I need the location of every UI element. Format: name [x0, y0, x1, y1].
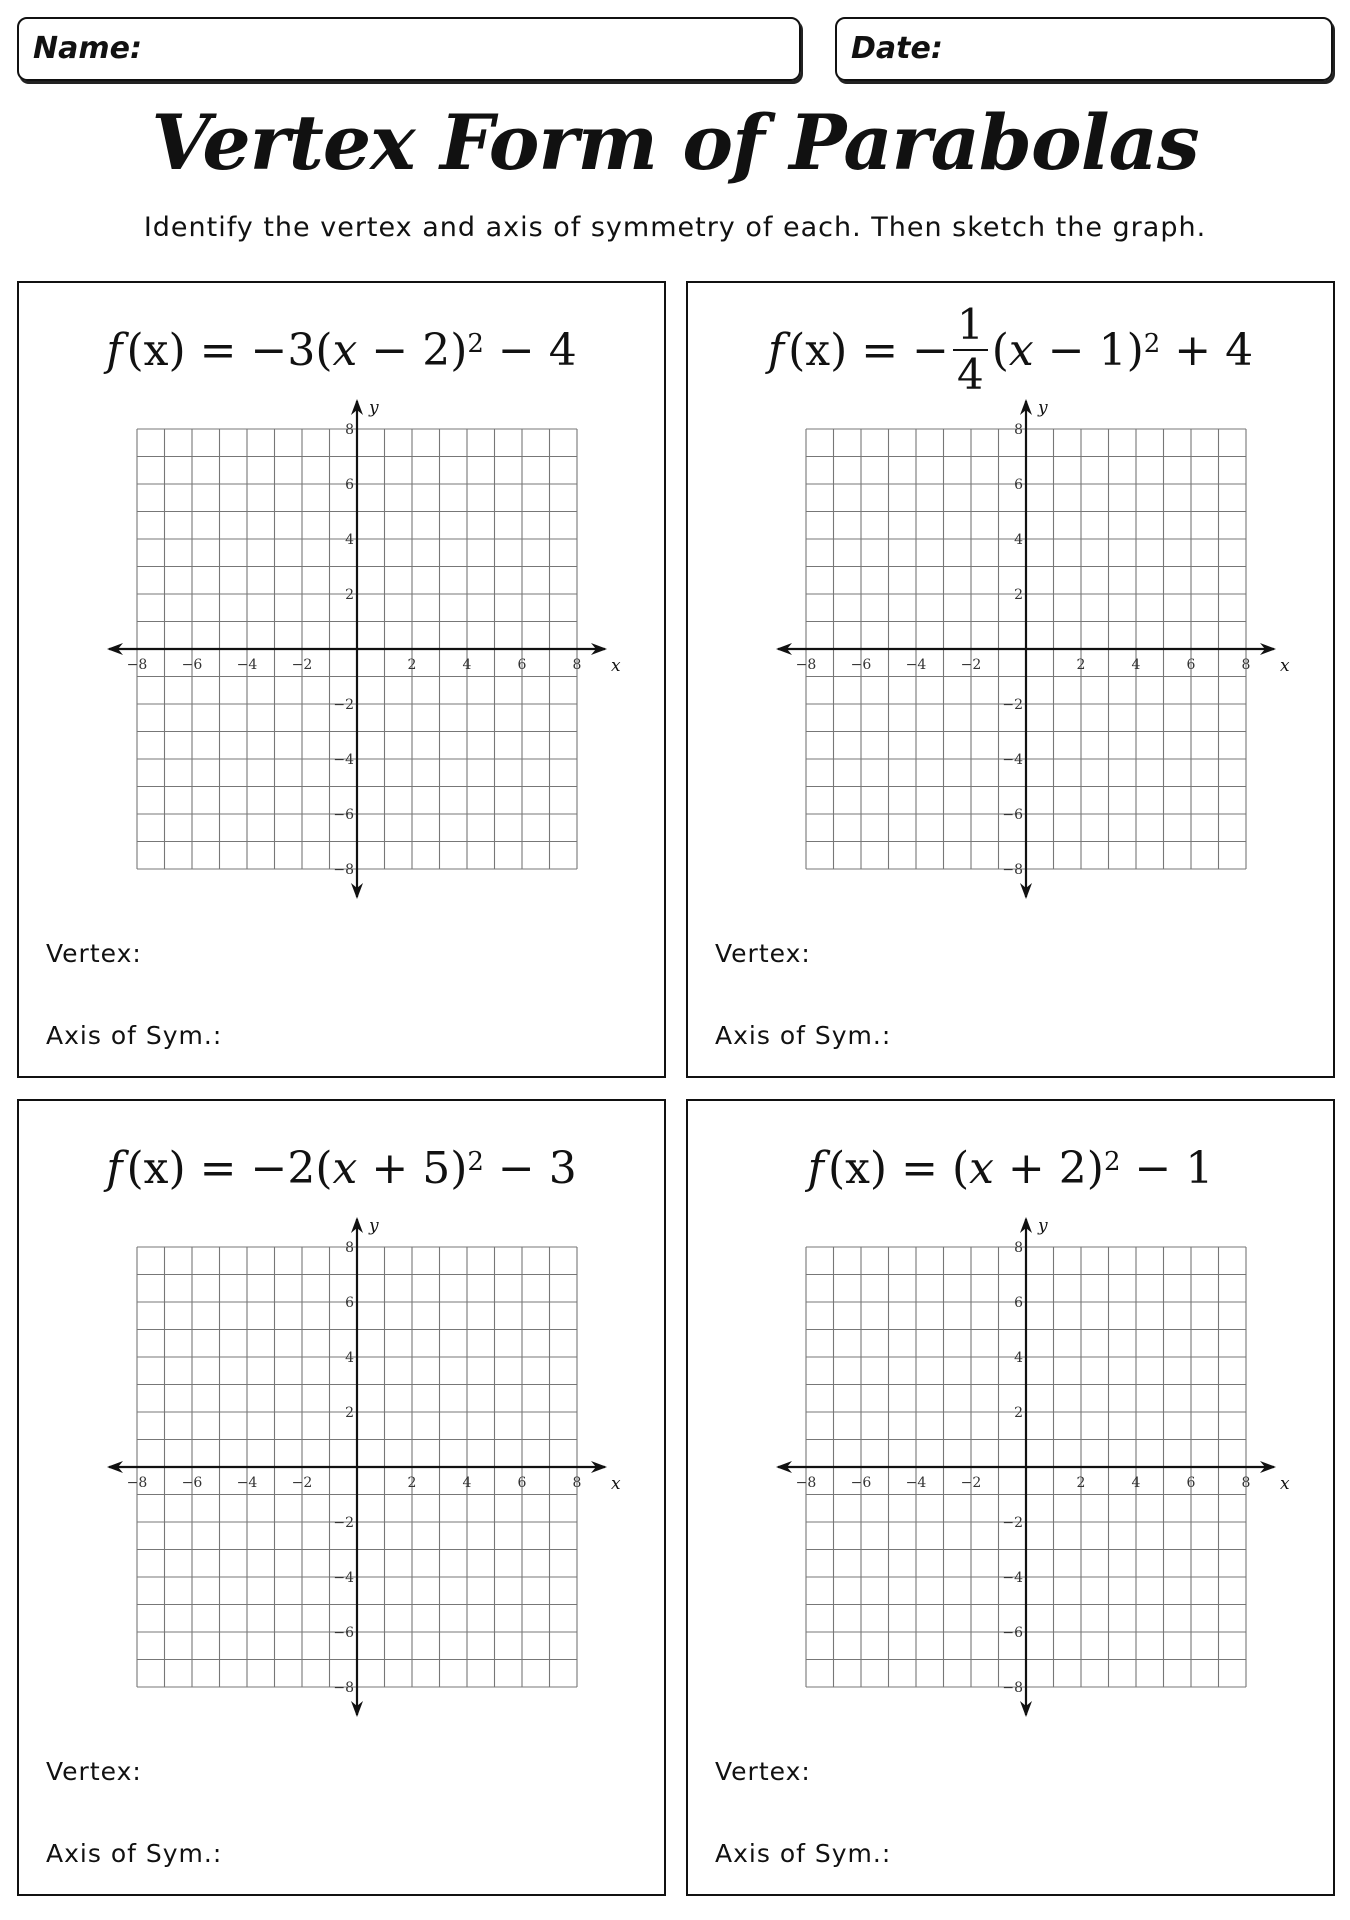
y-tick-label: 4: [345, 532, 354, 548]
eq-exponent: 2: [1103, 1147, 1121, 1177]
y-tick-label: −2: [333, 697, 354, 713]
y-tick-label: −8: [333, 1680, 354, 1696]
eq-fraction-denominator: 4: [957, 350, 984, 399]
eq-constant: − 3: [483, 1142, 577, 1194]
y-tick-label: −8: [1002, 862, 1023, 878]
eq-open-paren: (: [315, 1142, 333, 1194]
y-tick-label: 2: [345, 1405, 354, 1421]
x-tick-label: 6: [1186, 657, 1196, 673]
y-tick-label: −8: [333, 862, 354, 878]
y-tick-label: 8: [1014, 422, 1023, 438]
equation-1: [19, 305, 664, 395]
x-tick-label: −8: [126, 1475, 148, 1491]
x-tick-label: 2: [1076, 657, 1086, 673]
x-tick-label: −4: [236, 657, 258, 673]
eq-close-paren: ): [450, 1142, 468, 1194]
equation-3: [19, 1123, 664, 1213]
problem-panel-4: [686, 1099, 1335, 1896]
y-tick-label: −6: [333, 1625, 354, 1641]
y-tick-label: 2: [345, 587, 354, 603]
y-tick-label: 6: [345, 477, 354, 493]
x-tick-label: 6: [1186, 1475, 1196, 1491]
y-tick-label: −4: [1002, 1570, 1023, 1586]
eq-coefficient: −2: [250, 1142, 316, 1194]
y-axis-label: y: [1038, 1216, 1048, 1236]
eq-variable: x: [332, 1142, 358, 1194]
axis-of-symmetry-label: Axis of Sym.:: [715, 1021, 892, 1050]
x-tick-label: −8: [795, 657, 817, 673]
x-tick-label: 8: [1241, 657, 1251, 673]
instructions-text: Identify the vertex and axis of symmetry of each. Then sketch the graph.: [143, 212, 1207, 243]
y-tick-label: −6: [333, 807, 354, 823]
eq-function-name: f: [106, 1142, 123, 1194]
eq-function-name: f: [106, 324, 123, 376]
eq-variable: x: [969, 1142, 994, 1194]
y-tick-label: 6: [345, 1295, 354, 1311]
y-tick-label: −2: [333, 1515, 354, 1531]
problem-panel-2: [686, 281, 1335, 1078]
x-tick-label: 4: [1131, 1475, 1141, 1491]
x-axis-label: x: [611, 656, 621, 676]
y-axis-label: y: [1038, 398, 1048, 418]
y-tick-label: 8: [345, 422, 354, 438]
eq-exponent: 2: [467, 329, 484, 359]
y-tick-label: 6: [1014, 477, 1023, 493]
eq-fraction: [953, 301, 988, 399]
y-axis-label: y: [369, 398, 379, 418]
eq-close-paren: ): [1086, 1142, 1104, 1194]
y-tick-label: −2: [1002, 1515, 1023, 1531]
y-tick-label: −2: [1002, 697, 1023, 713]
x-tick-label: 6: [517, 1475, 527, 1491]
x-tick-label: 4: [1131, 657, 1141, 673]
y-tick-label: 8: [345, 1240, 354, 1256]
y-tick-label: −4: [333, 752, 354, 768]
axis-of-symmetry-label: Axis of Sym.:: [46, 1839, 223, 1868]
eq-constant: + 4: [1160, 324, 1254, 376]
x-axis-label: x: [1280, 656, 1290, 676]
eq-variable: x: [332, 324, 358, 376]
x-tick-label: −6: [850, 1475, 872, 1491]
x-tick-label: 8: [1241, 1475, 1251, 1491]
equation-2: [688, 300, 1333, 399]
eq-h-value: 2: [422, 324, 451, 376]
eq-close-paren: ): [450, 324, 468, 376]
eq-argument: (x): [126, 324, 186, 376]
x-tick-label: −8: [795, 1475, 817, 1491]
y-tick-label: 6: [1014, 1295, 1023, 1311]
x-tick-label: −2: [960, 657, 982, 673]
vertex-label: Vertex:: [46, 1757, 142, 1786]
eq-operator: +: [357, 1142, 423, 1194]
x-tick-label: −2: [291, 1475, 313, 1491]
x-tick-label: 4: [462, 657, 472, 673]
x-tick-label: −6: [850, 657, 872, 673]
eq-equals: =: [887, 1142, 952, 1194]
eq-open-paren: (: [315, 324, 333, 376]
axis-of-symmetry-label: Axis of Sym.:: [46, 1021, 223, 1050]
y-tick-label: 4: [1014, 532, 1023, 548]
eq-constant: − 4: [483, 324, 577, 376]
axis-of-symmetry-label: Axis of Sym.:: [715, 1839, 892, 1868]
eq-exponent: 2: [1143, 329, 1161, 359]
eq-argument: (x): [126, 1142, 186, 1194]
eq-argument: (x): [827, 1142, 888, 1194]
x-axis-label: x: [611, 1474, 621, 1494]
eq-coefficient: −3: [250, 324, 316, 376]
vertex-label: Vertex:: [46, 939, 142, 968]
x-tick-label: 2: [407, 657, 417, 673]
y-tick-label: −8: [1002, 1680, 1023, 1696]
vertex-label: Vertex:: [715, 939, 811, 968]
page-title: Vertex Form of Parabolas: [151, 98, 1199, 187]
coordinate-grid[interactable]: [79, 398, 621, 923]
y-tick-label: 8: [1014, 1240, 1023, 1256]
y-tick-label: 2: [1014, 587, 1023, 603]
eq-close-paren: ): [1126, 324, 1144, 376]
eq-h-value: 2: [1058, 1142, 1087, 1194]
x-tick-label: −2: [291, 657, 313, 673]
x-tick-label: −6: [181, 1475, 203, 1491]
x-tick-label: 6: [517, 657, 527, 673]
eq-h-value: 5: [422, 1142, 451, 1194]
x-tick-label: 8: [572, 657, 582, 673]
coordinate-grid[interactable]: [79, 1216, 621, 1741]
y-tick-label: −4: [333, 1570, 354, 1586]
problem-panel-3: [17, 1099, 666, 1896]
x-tick-label: −4: [905, 1475, 927, 1491]
x-tick-label: 2: [407, 1475, 417, 1491]
eq-equals: = −: [847, 324, 950, 376]
y-tick-label: 2: [1014, 1405, 1023, 1421]
x-tick-label: −2: [960, 1475, 982, 1491]
x-tick-label: −4: [236, 1475, 258, 1491]
eq-argument: (x): [788, 324, 848, 376]
eq-function-name: f: [807, 1142, 824, 1194]
eq-open-paren: (: [991, 324, 1009, 376]
x-axis-label: x: [1280, 1474, 1290, 1494]
y-tick-label: −6: [1002, 1625, 1023, 1641]
eq-operator: +: [993, 1142, 1059, 1194]
x-tick-label: −6: [181, 657, 203, 673]
eq-equals: =: [185, 324, 251, 376]
eq-equals: =: [185, 1142, 251, 1194]
equation-4: [688, 1123, 1333, 1213]
vertex-label: Vertex:: [715, 1757, 811, 1786]
y-tick-label: −6: [1002, 807, 1023, 823]
eq-constant: − 1: [1120, 1142, 1214, 1194]
eq-open-paren: (: [951, 1142, 970, 1194]
eq-operator: −: [357, 324, 423, 376]
y-tick-label: −4: [1002, 752, 1023, 768]
x-tick-label: −8: [126, 657, 148, 673]
name-label: Name:: [33, 31, 142, 66]
x-tick-label: −4: [905, 657, 927, 673]
eq-variable: x: [1008, 324, 1034, 376]
eq-h-value: 1: [1098, 324, 1127, 376]
eq-operator: −: [1033, 324, 1099, 376]
date-field[interactable]: [835, 17, 1333, 81]
coordinate-grid[interactable]: [748, 398, 1290, 923]
eq-exponent: 2: [467, 1147, 484, 1177]
x-tick-label: 8: [572, 1475, 582, 1491]
problem-panel-1: [17, 281, 666, 1078]
y-tick-label: 4: [345, 1350, 354, 1366]
name-field[interactable]: [17, 17, 801, 81]
y-tick-label: 4: [1014, 1350, 1023, 1366]
eq-function-name: f: [767, 324, 785, 376]
x-tick-label: 4: [462, 1475, 472, 1491]
x-tick-label: 2: [1076, 1475, 1086, 1491]
y-axis-label: y: [369, 1216, 379, 1236]
eq-fraction-numerator: 1: [953, 301, 988, 351]
coordinate-grid[interactable]: [748, 1216, 1290, 1741]
date-label: Date:: [851, 31, 943, 66]
